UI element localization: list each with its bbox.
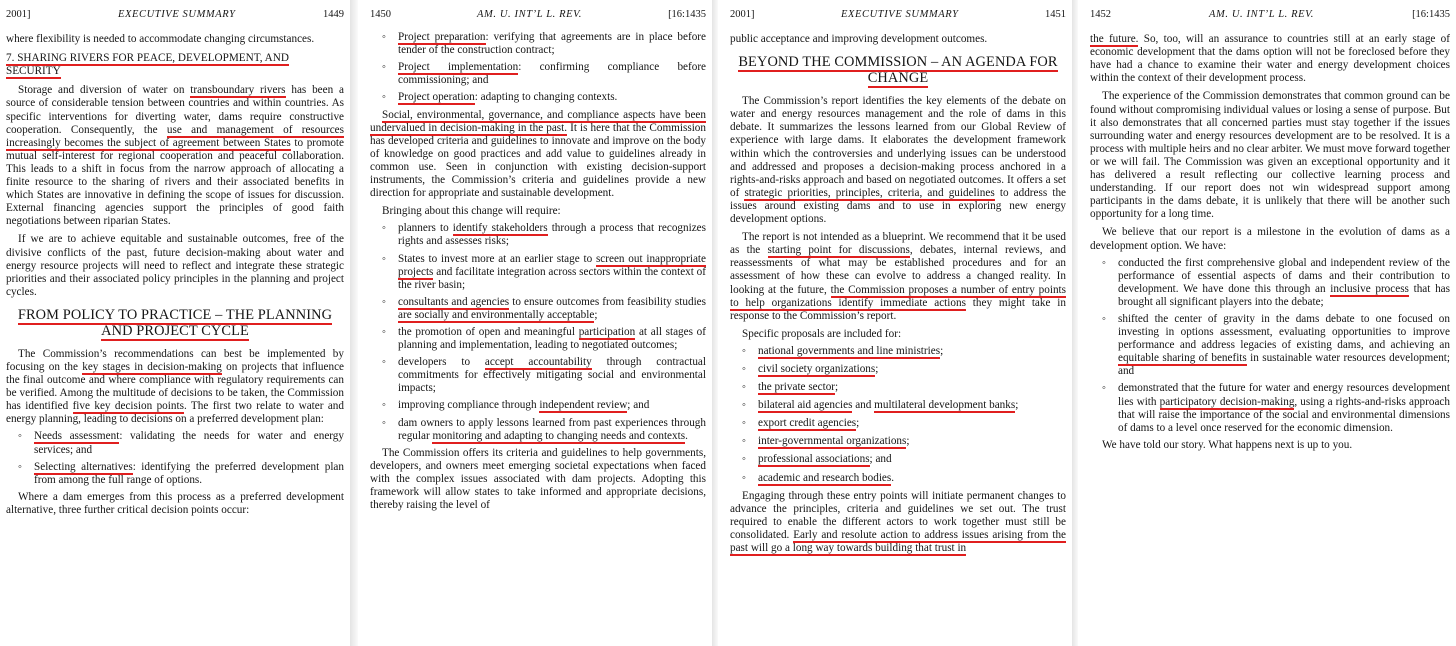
- closing-line: We have told our story. What happens next is up to you.: [1102, 438, 1353, 451]
- list-item: ◦ Project implementation: confirming compliance before commissioning; and: [398, 61, 706, 87]
- list-item: ◦ Needs assessment: validating the needs for water and energy services; and: [34, 430, 344, 456]
- list-item: ◦ professional associations; and: [758, 453, 1066, 466]
- running-head: EXECUTIVE SUMMARY: [840, 9, 959, 20]
- section-heading: FROM POLICY TO PRACTICE – THE PLANNING AND PROJECT CYCLE: [17, 306, 333, 339]
- list-item: ◦ national governments and line ministries;: [758, 345, 1066, 358]
- paragraph: Where a dam emerges from this process as a preferred development alternative, three further critical decision points occur:: [6, 490, 344, 516]
- highlight: the future.: [1090, 33, 1139, 46]
- paragraph: Bringing about this change will require:: [382, 205, 561, 218]
- page-number: 1449: [323, 9, 344, 20]
- paragraph: The Commission’s recommendations can best be implemented by focusing on the key stages in decision-making on projects that influence the final outcome and where compliance with regulatory requirements can be verified. Among the multitude of decisions to be taken, the Commission has identified five key decision points. The first two relate to water and energy planning, leading to decisions on a preferred development plan:: [6, 347, 345, 426]
- list-item: ◦ planners to identify stakeholders through a process that recognizes rights and assesses risks;: [398, 222, 706, 248]
- highlight: starting point for discussions: [767, 244, 910, 257]
- highlight: transboundary rivers: [190, 84, 286, 97]
- list-item: ◦ Project operation: adapting to changing contexts.: [398, 91, 706, 104]
- page-header: [6, 8, 344, 21]
- bullet-list: [1090, 257, 1450, 435]
- paragraph: The Commission’s report identifies the key elements of the debate on water and energy resources management and the role of dams in this debate. It summarizes the lessons learned from our Global Review of experience with large dams. It elaborates the development framework within which the controversies and underlying issues can be understood and addressed and proposes a decision-making process anchored in a rights-and-risks approach and based on negotiated outcomes. It offers a set of strategic priorities, principles, criteria, and guidelines to address the issues around existing dams and to use in exploring new energy development options.: [730, 95, 1067, 226]
- list-item: ◦ civil society organizations;: [758, 363, 1066, 376]
- list-item: ◦ inter-governmental organizations;: [758, 435, 1066, 448]
- list-item: ◦ developers to accept accountability through contractual commitments for effectively mitigating social and environmental impacts;: [398, 356, 706, 395]
- list-item: ◦ demonstrated that the future for water and energy resources development lies with participatory decision-making, using a rights-and-risks approach that will raise the importance of the social and environmental dimensions of dams to a level once reserved for the economic dimension.: [1118, 382, 1450, 434]
- bullet-list: [370, 222, 706, 442]
- highlight: the Commission proposes a number of entry points to help organizations identify immediate actions: [730, 283, 1067, 309]
- list-item: ◦ improving compliance through independent review; and: [398, 399, 706, 412]
- running-head: AM. U. INT’L L. REV.: [477, 9, 583, 20]
- page-number: 1450: [370, 9, 391, 20]
- header-year: 2001]: [730, 9, 755, 20]
- list-item: ◦ the private sector;: [758, 381, 1066, 394]
- paragraph: The experience of the Commission demonstrates that common ground can be found without compromising individual values or losing a sense of purpose. But it also demonstrates that all concerned parties must stay together if the issues surrounding water and energy resources development are to be resolved. It is a process with multiple heirs and no clear arbiter. We must move forward together or we will fail. The Commission was given an exceptional opportunity and it has delivered a result reflecting our collective learning process and understanding. If our report does not win widespread support among participants in the dams debate, it is unlikely that there will be another such opportunity for a long time.: [1090, 90, 1450, 221]
- section-heading: 7. SHARING RIVERS FOR PEACE, DEVELOPMENT, AND SECURITY: [6, 52, 289, 78]
- bullet-list: [6, 430, 344, 486]
- header-year: 2001]: [6, 9, 31, 20]
- page-number: 1452: [1090, 9, 1111, 20]
- paragraph: The report is not intended as a blueprint. We recommend that it be used as the starting point for discussions, debates, internal reviews, and reassessments of what may be established procedures and for an assessment of how these can evolve to address a changed reality. In looking at the future, the Commission proposes a number of entry points to help organizations identify immediate actions they might take in response to the Commission’s report.: [730, 231, 1067, 322]
- page-header: [1090, 8, 1450, 21]
- list-item: ◦ Selecting alternatives: identifying the preferred development plan from among the full range of options.: [34, 461, 344, 487]
- list-item: ◦ consultants and agencies to ensure outcomes from feasibility studies are socially and environmentally acceptable;: [398, 296, 706, 322]
- list-item: ◦ shifted the center of gravity in the dams debate to one focused on investing in options assessment, evaluating opportunities to improve performance and address legacies of existing dams, and achieving an equitable sharing of benefits in sustainable water resources development; and: [1118, 313, 1450, 378]
- paragraph: Social, environmental, governance, and compliance aspects have been undervalued in decision-making in the past. It is here that the Commission has developed criteria and guidelines to innovate and improve on the body of knowledge on good practices and add value to guidelines already in common use. Seen in conjunction with existing decision-support instruments, the Commission’s criteria and guidelines provide a new direction for appropriate and sustainable development.: [370, 108, 706, 200]
- page-1452: [1078, 0, 1456, 646]
- running-head: AM. U. INT’L L. REV.: [1209, 9, 1315, 20]
- list-item: ◦ States to invest more at an earlier stage to screen out inappropriate projects and facilitate integration across sectors within the context of the river basin;: [398, 253, 706, 292]
- continued-line: public acceptance and improving development outcomes.: [730, 33, 988, 46]
- page-header: [730, 8, 1066, 21]
- paragraph: Storage and diversion of water on transboundary rivers has been a source of considerable tension between countries and within countries. As specific interventions for diverting water, dams require constructive cooperation. Consequently, the use and management of resources increasingly becomes the subject of agreement between States to promote mutual self-interest for regional cooperation and peaceful collaboration. This leads to a shift in focus from the narrow approach of allocating a finite resource to the sharing of rivers and their associated benefits in which States are innovative in defining the scope of issues for discussion. External financing agencies support the principles of good faith negotiations between riparian States.: [6, 84, 344, 228]
- running-head: EXECUTIVE SUMMARY: [117, 9, 236, 20]
- paragraph: the future. So, too, will an assurance to countries still at an early stage of economic development that the dams option will not be foreclosed before they have had a chance to examine their water and energy development choices within the context of their development process.: [1090, 33, 1450, 85]
- highlight: use and management of resources increasingly becomes the subject of agreement between States: [6, 123, 344, 149]
- volume-citation: [16:1435: [668, 9, 706, 20]
- paragraph: Engaging through these entry points will initiate permanent changes to advance the principles, criteria and guidelines we set out. The trust required to enable the different actors to work together must still be consolidated. Early and resolute action to address issues arising from the past will go a long way towards building that trust in: [730, 489, 1066, 554]
- page-header: [370, 8, 706, 21]
- paragraph: We believe that our report is a milestone in the evolution of dams as a development option. We have:: [1090, 226, 1450, 252]
- highlight: Social, environmental, governance, and compliance aspects have been undervalued in decision-making in the past.: [370, 108, 706, 134]
- list-item: ◦ export credit agencies;: [758, 417, 1066, 430]
- bullet-list: [730, 345, 1066, 485]
- list-item: ◦ bilateral aid agencies and multilateral development banks;: [758, 399, 1066, 412]
- page-1450: [358, 0, 712, 646]
- list-item: ◦ Project preparation: verifying that agreements are in place before tender of the construction contract;: [398, 31, 706, 57]
- list-item: ◦ conducted the first comprehensive global and independent review of the performance of essential aspects of dams and their contribution to development. We have done this through an inclusive process that has brought all significant players into the debate;: [1118, 257, 1450, 309]
- highlight: five key decision points: [72, 400, 184, 413]
- page-number: 1451: [1045, 9, 1066, 20]
- page-1449: [0, 0, 350, 646]
- highlight: key stages in decision-making: [82, 360, 222, 373]
- page-gutter: [350, 0, 358, 646]
- section-heading: BEYOND THE COMMISSION – AN AGENDA FOR CHANGE: [738, 54, 1058, 87]
- paragraph: Specific proposals are included for:: [742, 327, 902, 340]
- continued-line: where flexibility is needed to accommodate changing circumstances.: [6, 33, 315, 46]
- volume-citation: [16:1435: [1412, 9, 1450, 20]
- highlight: Early and resolute action to address issues arising from the past will go a long way towards building that trust in: [730, 528, 1066, 554]
- bullet-list: [370, 31, 706, 104]
- paragraph: If we are to achieve equitable and sustainable outcomes, free of the divisive conflicts of the past, future decision-making about water and energy resource projects will need to reflect and integrate these strategic priorities and their associated policy principles in the planning and project cycles.: [6, 233, 344, 298]
- paragraph: The Commission offers its criteria and guidelines to help governments, developers, and owners meet emerging societal expectations when faced with the complex issues associated with dam projects. Adopting this framework will allow states to take informed and appropriate decisions, thereby raising the level of: [370, 446, 706, 512]
- highlight: strategic priorities, principles, criteria, and guidelines: [744, 186, 995, 199]
- list-item: ◦ the promotion of open and meaningful participation at all stages of planning and implementation, leading to negotiated outcomes;: [398, 326, 706, 352]
- list-item: ◦ academic and research bodies.: [758, 472, 1066, 485]
- page-1451: [718, 0, 1072, 646]
- list-item: ◦ dam owners to apply lessons learned from past experiences through regular monitoring and adapting to changing needs and contexts.: [398, 417, 706, 443]
